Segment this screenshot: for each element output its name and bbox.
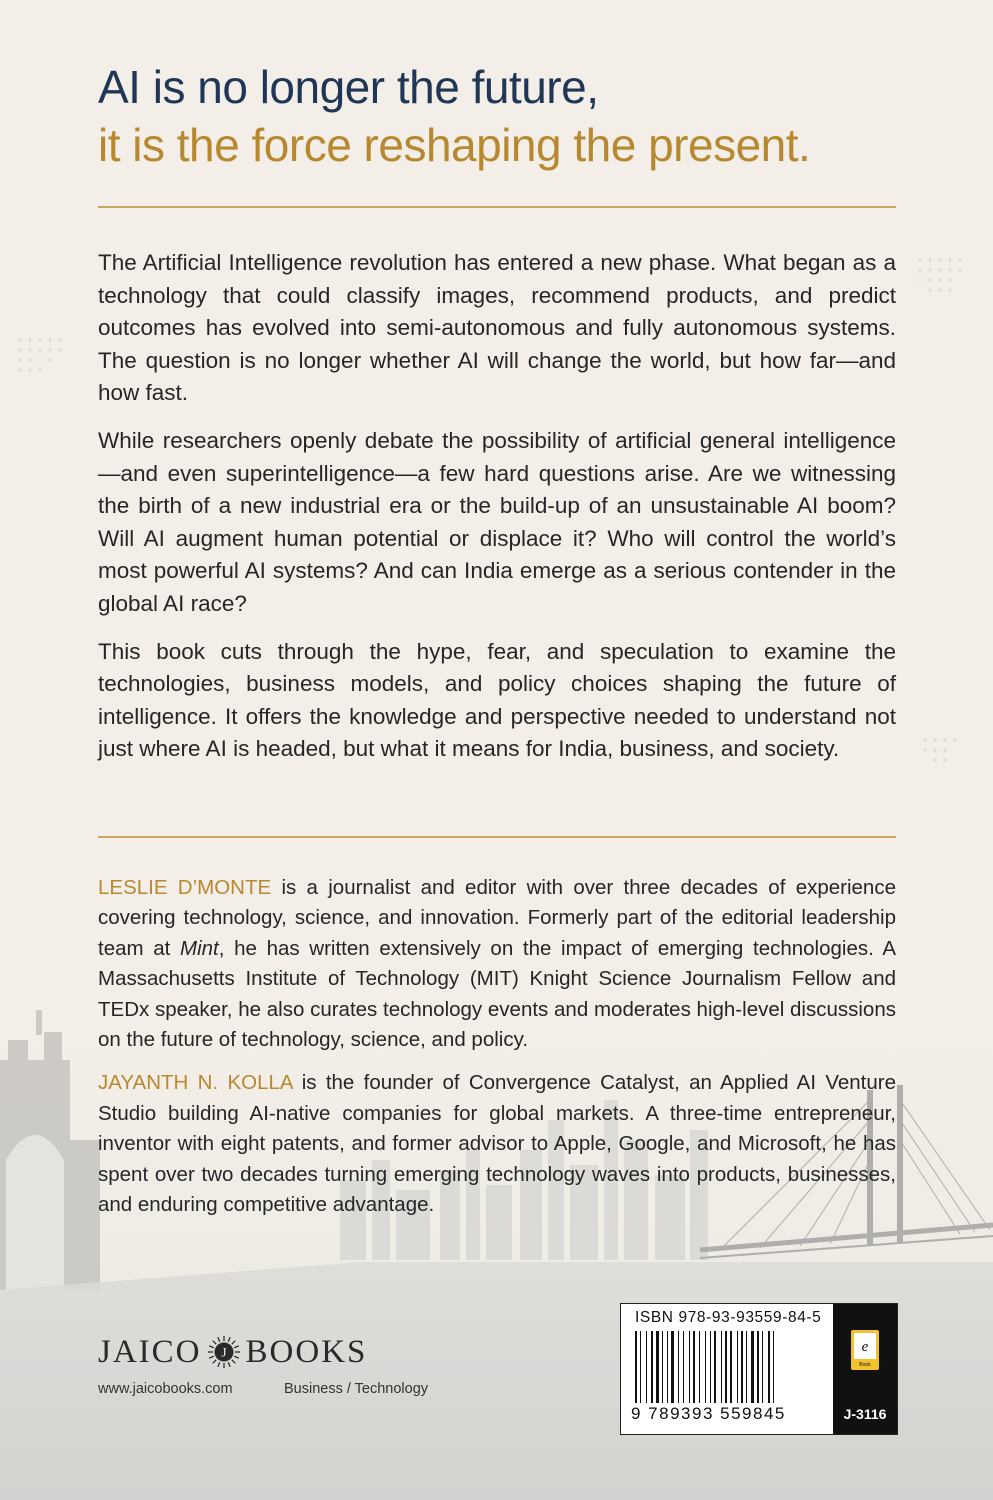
publisher-name-left: JAICO [98,1334,202,1370]
author-bio [98,1068,896,1220]
barcode-bar [693,1331,695,1403]
publisher-name-right: BOOKS [245,1334,368,1370]
barcode-bar [683,1331,684,1403]
barcode-bar [741,1331,743,1403]
sunburst-emblem-icon [207,1335,241,1369]
barcode-bar [646,1331,647,1403]
barcode-bar [671,1331,674,1403]
svg-text:e: e [861,1339,869,1355]
synopsis [98,247,896,781]
synopsis-paragraph: This book cuts through the hype, fear, and speculation to examine the technologies, business models, and policy choices shaping the future of intelligence. It offers the knowledge and perspective needed to understand not just where AI is headed, but what it means for India, business, and society. [98,638,896,762]
barcode-digits: 9 789393 559845 [631,1404,786,1423]
barcode-bar [699,1331,700,1403]
barcode-bar [737,1331,738,1403]
author-bio [98,873,896,1055]
author-bio-text: is a journalist and editor with over three decades of experience covering technology, science, and innovation. Formerly part of the editorial leadership team at [98,876,896,960]
publication-name: Mint [180,936,219,960]
publisher-block [98,1332,458,1402]
barcode-bar [662,1331,663,1403]
barcode-bar [710,1331,711,1403]
author-name: LESLIE D’MONTE [98,876,272,899]
barcode-bars [635,1331,825,1403]
isbn-barcode-block [620,1303,898,1435]
barcode-bar [705,1331,706,1403]
isbn-number: ISBN 978-93-93559-84-5 [635,1309,822,1326]
ebook-available-icon [850,1329,880,1371]
headline [98,58,938,174]
barcode-bar [721,1331,722,1403]
barcode-bar [773,1331,774,1403]
barcode-bar [746,1331,747,1403]
barcode-bar [689,1331,690,1403]
author-name: JAYANTH N. KOLLA [98,1071,293,1095]
barcode-bar [678,1331,679,1403]
barcode-bar [768,1331,770,1403]
barcode-bar [762,1331,763,1403]
author-bios [98,873,896,1233]
barcode-bar [725,1331,727,1403]
book-category: Business / Technology [284,1381,429,1397]
headline-line-2: it is the force reshaping the present. [98,119,811,171]
barcode-bar [751,1331,754,1403]
synopsis-paragraph: The Artificial Intelligence revolution has entered a new phase. What began as a technology that could classify images, recommend products, and predict outcomes has evolved into semi-autonomous and fully autonomous systems. The question is no longer whether AI will change the world, but how far—and how fast. [98,250,896,406]
publisher-logo [98,1332,458,1372]
author-bio-text: is the founder of Convergence Catalyst, an Applied AI Venture Studio building AI-native companies for global markets. A three-time entrepreneur, inventor with eight patents, and former advisor to Apple, Google, and Microsoft, he has spent over two decades turning emerging technology waves into products, businesses, and enduring competitive advantage. [98,1071,896,1217]
book-code: J-3116 [843,1406,887,1422]
barcode-bar [730,1331,732,1403]
author-bio-text: , he has written extensively on the impact of emerging technologies. A Massachusetts Institute of Technology (MIT) Knight Science Journalism Fellow and TEDx speaker, he also curates technology events and moderates high-level discussions on the future of technology, science, and policy. [98,936,897,1052]
book-code-panel [833,1304,897,1434]
synopsis-paragraph: While researchers openly debate the possibility of artificial general intelligence—and even superintelligence—a few hard questions arise. Are we witnessing the birth of a new industrial era or the build-up of an unsustainable AI boom? Will AI augment human potential or displace it? Who will control the world’s most powerful AI systems? And can India emerge as a serious contender in the global AI race? [98,427,896,616]
barcode-bar [640,1331,641,1403]
top-divider [98,206,896,208]
middle-divider [98,836,896,838]
publisher-website-link[interactable]: www.jaicobooks.com [98,1381,233,1397]
barcode-bar [714,1331,716,1403]
headline-line-1: AI is no longer the future, [98,61,599,113]
barcode-bar [757,1331,759,1403]
svg-text:Book: Book [859,1362,871,1368]
barcode-bar [667,1331,668,1403]
barcode-bar [651,1331,653,1403]
barcode-bar [635,1331,637,1403]
svg-text:J: J [220,1344,227,1360]
barcode-bar [656,1331,659,1403]
